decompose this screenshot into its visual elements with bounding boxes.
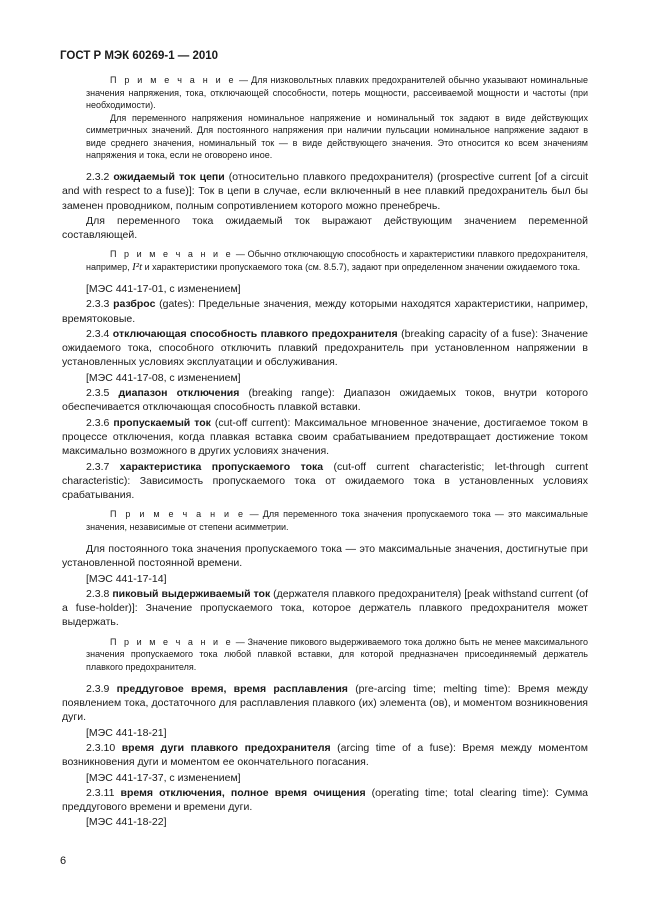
reference: [МЭС 441-17-01, с изменением]	[86, 282, 241, 295]
paragraph: Для постоянного тока значения пропускаемого тока — это максимальные значения, достигнутые при установленной постоянной времени.	[62, 542, 588, 570]
term: ожидаемый ток цепи	[113, 171, 225, 183]
document-header: ГОСТ Р МЭК 60269-1 — 2010	[60, 50, 219, 62]
document-body	[62, 74, 588, 831]
reference: [МЭС 441-17-14]	[86, 572, 167, 585]
note-1: П р и м е ч а н и е — Для низковольтных плавких предохранителей обычно указывают номинальные значения напряжения, тока, отключающей способности, потерь мощности, рассеиваемой мощности и частоты (при необходимости). Для переменного напряжения номинальное напряжение и номинальный ток задают в виде действующих симметричных значений. Для постоянного напряжения при наличии пульсации номинальное напряжение задают в виде среднего значения, номинальный ток — в виде действующего значения. Это относится ко всем значениям напряжения и тока, если не оговорено иное.	[86, 75, 588, 160]
clause-2-3-2: 2.3.2 ожидаемый ток цепи (относительно плавкого предохранителя) (prospective current [of a circuit and with respect to a fuse)]: Ток в цепи в случае, если включенный в нее плавкий предохранитель был бы заменен проводником, полным сопротивлением которого можно пренебречь.	[62, 171, 588, 212]
clause-2-3-11: 2.3.11 время отключения, полное время очищения (operating time; total clearing time): Сумма преддугового времени и времени дуги.	[62, 786, 589, 814]
reference: [МЭС 441-18-21]	[86, 726, 167, 739]
note-label: П р и м е ч а н и е	[110, 75, 236, 85]
clause-2-3-4: 2.3.4 отключающая способность плавкого предохранителя (breaking capacity of a fuse): Значение ожидаемого тока, способного отключить плавкий предохранитель при установленном напряжении в установленных условиях эксплуатации и обслуживания.	[62, 327, 588, 369]
clause-2-3-7: 2.3.7 характеристика пропускаемого тока (cut-off current characteristic; let-through current characteristic): Зависимость пропускаемого тока от ожидаемого тока в установленных условиях срабатывания.	[62, 460, 588, 502]
formula: I²t	[132, 260, 143, 273]
page-number: 6	[60, 855, 67, 867]
reference: [МЭС 441-17-37, с изменением]	[86, 771, 241, 784]
note-4: П р и м е ч а н и е — Значение пикового выдерживаемого тока должно быть не менее максимального значения пропускаемого тока любой плавкой вставки, для которой предназначен присоединяемый держатель плавкого предохранителя.	[86, 636, 588, 672]
reference: [МЭС 441-18-22]	[86, 816, 167, 829]
note-2: П р и м е ч а н и е — Обычно отключающую способность и характеристики плавкого предохранителя, например, I²t и характеристики пропускаемого тока (см. 8.5.7), задают при определенном значении ожидаемого тока.	[86, 249, 588, 273]
clause-2-3-10: 2.3.10 время дуги плавкого предохранителя (arcing time of a fuse): Время между моментом возникновения дуги и моментом ее окончательного погасания.	[62, 741, 588, 769]
clause-2-3-8: 2.3.8 пиковый выдерживаемый ток (держателя плавкого предохранителя) [peak withstand current (of a fuse-holder)]: Значение пропускаемого тока, которое держатель плавкого предохранителя может выдержать.	[62, 587, 589, 629]
clause-2-3-9: 2.3.9 преддуговое время, время расплавления (pre-arcing time; melting time): Время между появлением тока, достаточного для расплавления плавкого (их) элемента (ов), и моментом возникновения дуги.	[62, 682, 589, 724]
clause-2-3-6: 2.3.6 пропускаемый ток (cut-off current): Максимальное мгновенное значение, достигаемое током в процессе отключения, когда плавкая вставка своим срабатыванием предотвращает достижение током максимально возможного в других условиях значения.	[62, 416, 589, 458]
clause-2-3-3: 2.3.3 разброс (gates): Предельные значения, между которыми находятся характеристики, например, времятоковые.	[62, 298, 589, 325]
reference: [МЭС 441-17-08, с изменением]	[86, 371, 241, 384]
paragraph: Для переменного тока ожидаемый ток выражают действующим значением переменной составляющей.	[62, 214, 588, 242]
note-3: П р и м е ч а н и е — Для переменного тока значения пропускаемого тока — это максимальные значения, независимые от степени асимметрии.	[86, 509, 588, 532]
clause-2-3-5: 2.3.5 диапазон отключения (breaking range): Диапазон ожидаемых токов, внутри которого обеспечивается отключающая способность плавкой вставки.	[62, 387, 589, 414]
